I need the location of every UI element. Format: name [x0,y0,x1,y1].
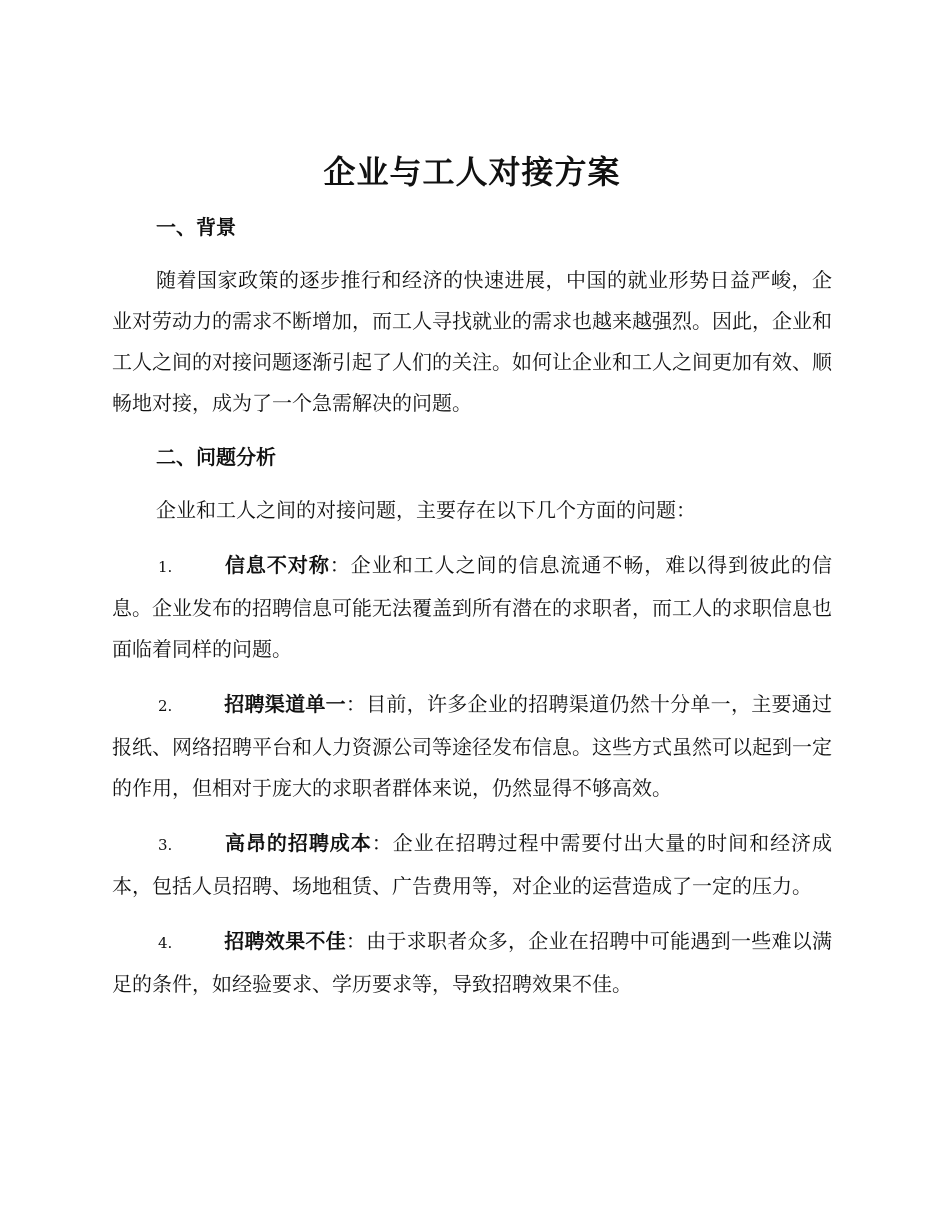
list-item [112,823,832,907]
list-item-term: 高昂的招聘成本 [224,831,372,855]
background-paragraph: 随着国家政策的逐步推行和经济的快速进展，中国的就业形势日益严峻，企业对劳动力的需求不断增加，而工人寻找就业的需求也越来越强烈。因此，企业和工人之间的对接问题逐渐引起了人们的关注。如何让企业和工人之间更加有效、顺畅地对接，成为了一个急需解决的问题。 [112,268,832,415]
list-item [112,921,832,1005]
list-item-text: ：由于求职者众多，企业在招聘中可能遇到一些难以满足的条件，如经验要求、学历要求等，导致招聘效果不佳。 [112,929,833,996]
list-item-number: 4. [158,934,173,952]
list-item-number: 1. [158,558,173,576]
list-item [112,545,832,670]
section-heading-background: 一、背景 [156,215,236,239]
list-item-number: 3. [158,836,173,854]
document-title: 企业与工人对接方案 [323,153,621,191]
problem-analysis-intro: 企业和工人之间的对接问题，主要存在以下几个方面的问题： [156,498,696,522]
list-item-text: ：企业在招聘过程中需要付出大量的时间和经济成本，包括人员招聘、场地租赁、广告费用等，对企业的运营造成了一定的压力。 [112,831,833,898]
section-heading-problem-analysis: 二、问题分析 [156,445,276,469]
list-item-term: 招聘渠道单一 [224,692,346,716]
list-item [112,684,832,809]
list-item-number: 2. [158,697,173,715]
list-item-term: 招聘效果不佳 [224,929,346,953]
list-item-text: ：目前，许多企业的招聘渠道仍然十分单一，主要通过报纸、网络招聘平台和人力资源公司等途径发布信息。这些方式虽然可以起到一定的作用，但相对于庞大的求职者群体来说，仍然显得不够高效。 [112,692,833,800]
list-item-text: ：企业和工人之间的信息流通不畅，难以得到彼此的信息。企业发布的招聘信息可能无法覆盖到所有潜在的求职者，而工人的求职信息也面临着同样的问题。 [112,553,833,661]
list-item-term: 信息不对称 [224,553,330,577]
